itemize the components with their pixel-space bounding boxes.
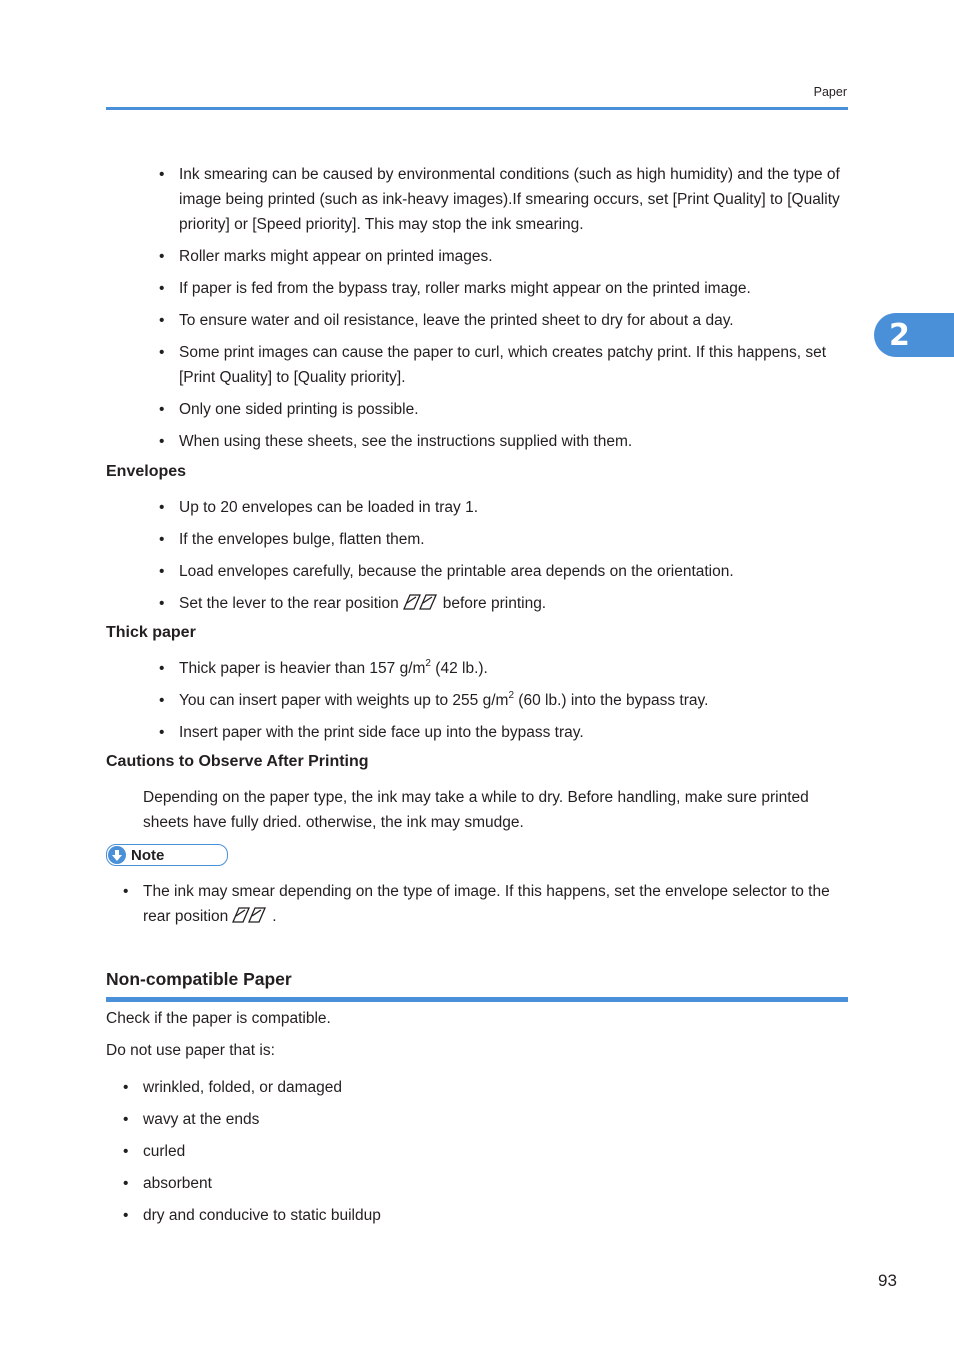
note-text-after: . [272,908,277,925]
page-number: 93 [878,1271,897,1290]
check-paragraph: Check if the paper is compatible. [106,1010,331,1027]
list-item: • If the envelopes bulge, flatten them. [179,527,849,552]
cautions-heading: Cautions to Observe After Printing [106,753,369,770]
list-item [179,656,849,681]
cautions-paragraph: Depending on the paper type, the ink may take a while to dry. Before handling, make sure printed sheets have fully dried. otherwise, the ink may smudge. [143,789,809,831]
section-rule [106,997,848,1002]
list-item: • When using these sheets, see the instructions supplied with them. [179,429,849,454]
thick-paper-heading: Thick paper [106,624,196,641]
list-item [179,591,849,619]
list-item: • Insert paper with the print side face up into the bypass tray. [179,720,849,745]
list-item: • To ensure water and oil resistance, leave the printed sheet to dry for about a day. [179,308,849,333]
superscript: 2 [508,690,514,701]
list-item: • Some print images can cause the paper to curl, which creates patchy print. If this happens, set [Print Quality] to [Quality priority]. [179,340,849,390]
chapter-tab [874,313,954,357]
list-item: • absorbent [143,1171,843,1196]
thick-paper-bullet-list [179,656,849,752]
note-text: The ink may smear depending on the type of image. If this happens, set the envelope selector to the rear position [143,883,830,925]
list-item: • dry and conducive to static buildup [143,1203,843,1228]
weight-text-after: (60 lb.) into the bypass tray. [514,692,709,709]
list-item: • wavy at the ends [143,1107,843,1132]
list-item: • Load envelopes carefully, because the printable area depends on the orientation. [179,559,849,584]
lever-text-before: Set the lever to the rear position [179,595,399,612]
list-item: • curled [143,1139,843,1164]
chapter-number: 2 [889,317,910,353]
list-item: • Up to 20 envelopes can be loaded in tray 1. [179,495,849,520]
lever-text-after: before printing. [442,595,547,612]
running-header-title: Paper [813,85,847,99]
down-arrow-icon [108,846,126,864]
list-item: • wrinkled, folded, or damaged [143,1075,843,1100]
note-label: Note [131,846,165,864]
list-item [179,688,849,713]
list-item: • Only one sided printing is possible. [179,397,849,422]
weight-text: You can insert paper with weights up to 255 g/m [179,692,509,709]
envelopes-heading: Envelopes [106,463,187,480]
note-badge [106,844,228,866]
list-item: • Roller marks might appear on printed images. [179,244,849,269]
superscript: 2 [425,658,431,669]
header-rule [106,107,848,110]
non-compatible-heading: Non-compatible Paper [106,969,292,989]
non-compatible-bullet-list [143,1075,843,1235]
list-item: • If paper is fed from the bypass tray, roller marks might appear on the printed image. [179,276,849,301]
envelope-rear-position-icon [232,906,268,932]
weight-text: Thick paper is heavier than 157 g/m [179,660,426,677]
intro-bullet-list [179,162,849,461]
do-not-use-paragraph: Do not use paper that is: [106,1042,275,1059]
envelope-rear-position-icon [403,593,439,619]
list-item [143,879,849,932]
weight-text-after: (42 lb.). [430,660,488,677]
note-bullet-list [143,879,849,939]
list-item: • Ink smearing can be caused by environmental conditions (such as high humidity) and the type of image being printed (such as ink-heavy images).If smearing occurs, set [Print Quality] to [Quality priority] or [Speed priority]. This may stop the ink smearing. [179,162,849,237]
envelopes-bullet-list [179,495,849,626]
